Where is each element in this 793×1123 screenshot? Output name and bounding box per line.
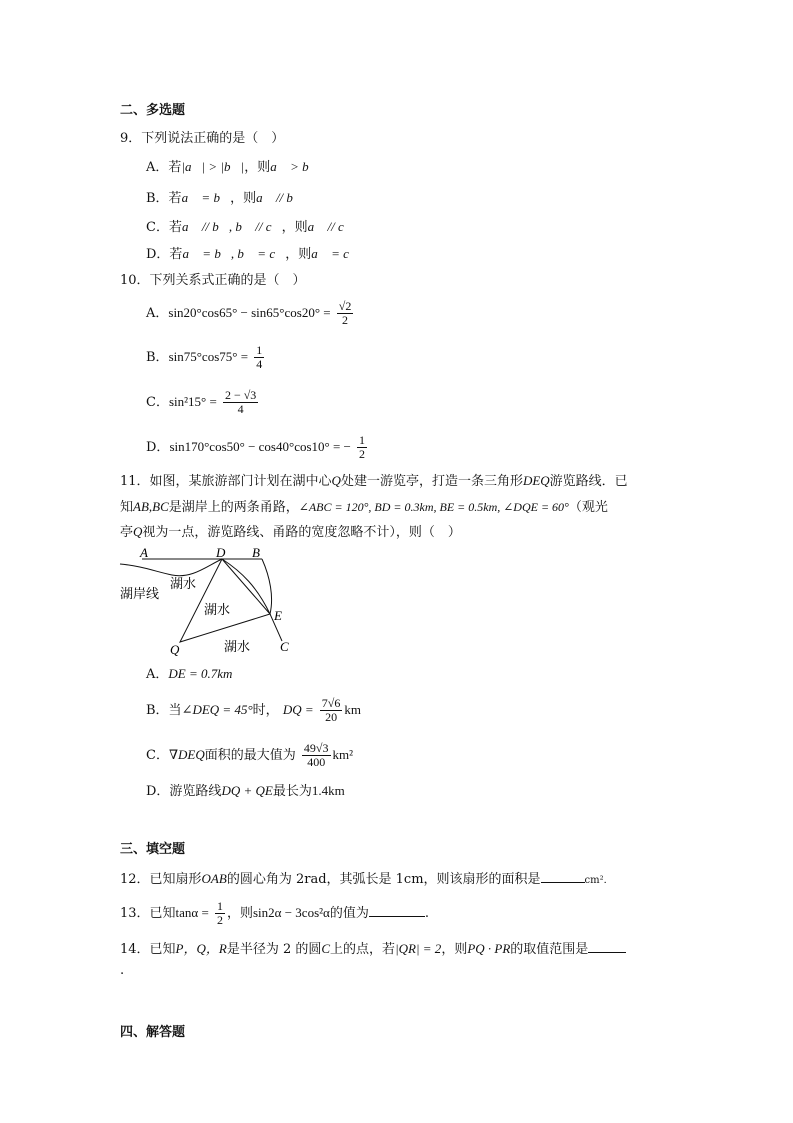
q11-option-a: A．DE = 0.7km xyxy=(146,666,233,682)
q11-option-c: C．∇DEQ面积的最大值为 $\frac{49√3}{400}$ km² xyxy=(146,741,354,769)
label-e: E xyxy=(274,608,282,623)
q9-option-d: D．若a⃗ = b⃗, b⃗ = c⃗，则a⃗ = c⃗ xyxy=(146,246,359,262)
label-water-2: 湖水 xyxy=(204,603,231,618)
section-heading-fill: 三、填空题 xyxy=(120,842,186,857)
q10-option-a: A．sin20°cos65° − sin65°cos20° = $\frac{√2}{2}$ xyxy=(146,299,352,327)
q11-option-d: D．游览路线DQ + QE最长为1.4km xyxy=(146,783,345,799)
q9-option-a: A．若|a⃗| > |b⃗|，则a⃗ > b⃗ xyxy=(146,159,319,175)
label-water-1: 湖水 xyxy=(170,577,197,592)
q13: 13．已知tanα = $\frac{1}{2}$ ，则sin2α − 3cos²α的值为 . xyxy=(120,899,429,927)
label-water-3: 湖水 xyxy=(224,640,251,655)
q9-stem: 9．下列说法正确的是（ ） xyxy=(120,131,285,146)
label-b: B xyxy=(252,545,260,560)
q9-option-b: B．若a⃗ = b⃗，则a⃗ // b⃗ xyxy=(146,190,304,206)
road-bc xyxy=(262,559,282,641)
q10-option-b: B．sin75°cos75° = $\frac{1}{4}$ xyxy=(146,343,263,371)
shoreline-curve xyxy=(120,559,222,576)
q10-stem: 10．下列关系式正确的是（ ） xyxy=(120,273,306,288)
q14: 14．已知P，Q，R是半径为 2 的圆C上的点，若|QR| = 2，则PQ · PR的取值范围是 xyxy=(120,940,626,959)
q11-line2: 知AB,BC是湖岸上的两条甬路，∠ABC = 120°, BD = 0.3km, BE = 0.5km, ∠DQE = 60°（观光 xyxy=(120,499,608,515)
q12-blank[interactable] xyxy=(541,882,585,883)
triangle-deq xyxy=(180,559,270,642)
q14-tail: . xyxy=(120,963,125,978)
q9-option-c: C．若a⃗ // b⃗, b⃗ // c⃗，则a⃗ // c⃗ xyxy=(146,219,354,235)
label-shore: 湖岸线 xyxy=(120,587,160,602)
q11-line3: 亭Q视为一点，游览路线、甬路的宽度忽略不计），则（ ） xyxy=(120,524,461,540)
q13-blank[interactable] xyxy=(369,916,425,917)
q12: 12．已知扇形OAB的圆心角为 2rad，其弧长是 1cm，则该扇形的面积是 cm²． xyxy=(120,871,614,887)
section-heading-multi: 二、多选题 xyxy=(120,103,186,118)
q10-option-c: C．sin²15° = $\frac{2 - √3}{4}$ xyxy=(146,388,257,416)
q14-blank[interactable] xyxy=(588,952,626,953)
section-heading-answer: 四、解答题 xyxy=(120,1025,186,1040)
lake-figure xyxy=(112,542,302,658)
label-a: A xyxy=(140,545,148,560)
label-q: Q xyxy=(170,642,180,657)
q11-line1: 11．如图，某旅游部门计划在湖中心Q处建一游览亭，打造一条三角形DEQ游览路线．已 xyxy=(120,473,628,489)
label-c: C xyxy=(280,639,289,654)
label-d: D xyxy=(216,545,226,560)
q11-option-b: B．当∠DEQ = 45°时， DQ = $\frac{7√6}{20}$ km xyxy=(146,696,361,724)
q10-option-d: D．sin170°cos50° − cos40°cos10° = − $\frac{1}{2}$ xyxy=(146,433,366,461)
